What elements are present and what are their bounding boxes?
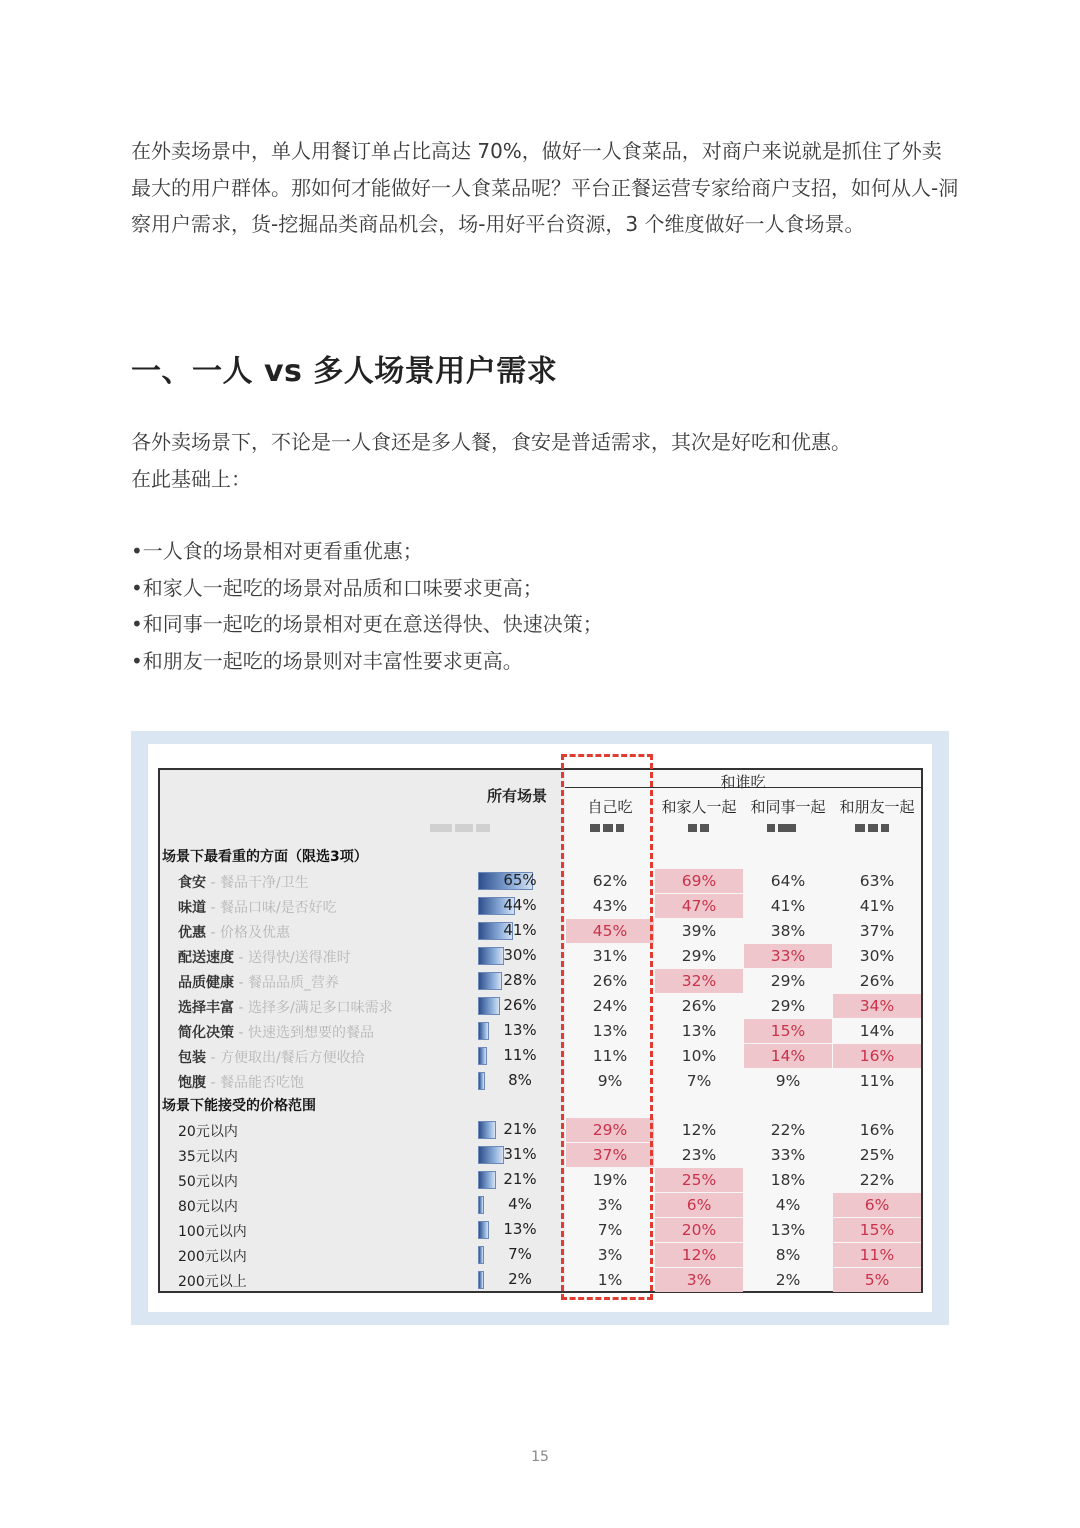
row-label: 100元以内 bbox=[178, 1224, 247, 1240]
row-label-main: 选择丰富 bbox=[178, 1000, 234, 1016]
table-cell: 6% bbox=[655, 1193, 743, 1217]
section-title: 场景下能接受的价格范围 bbox=[162, 1098, 316, 1114]
all-scenes-value: 2% bbox=[508, 1270, 532, 1288]
table-cell: 41% bbox=[859, 897, 895, 915]
row-label-detail: - 送得快/送得准时 bbox=[234, 950, 351, 966]
table-cell: 29% bbox=[566, 1118, 654, 1142]
all-scenes-value: 26% bbox=[503, 996, 537, 1014]
table-cell: 22% bbox=[770, 1121, 806, 1139]
page-number: 15 bbox=[531, 1449, 549, 1465]
row-label: 35元以内 bbox=[178, 1149, 238, 1165]
row-label-main: 配送速度 bbox=[178, 950, 234, 966]
table-cell: 13% bbox=[592, 1022, 628, 1040]
table-cell: 38% bbox=[770, 922, 806, 940]
table-cell: 33% bbox=[770, 1146, 806, 1164]
table-cell: 31% bbox=[592, 947, 628, 965]
table-cell: 15% bbox=[833, 1218, 921, 1242]
all-scenes-value: 44% bbox=[503, 896, 537, 914]
table-cell: 19% bbox=[592, 1171, 628, 1189]
row-label-main: 品质健康 bbox=[178, 975, 234, 991]
table-cell: 22% bbox=[859, 1171, 895, 1189]
row-label bbox=[178, 897, 337, 917]
table-cell: 29% bbox=[770, 972, 806, 990]
table-cell: 41% bbox=[770, 897, 806, 915]
bullet-list bbox=[131, 533, 603, 679]
bullet-item: • 和家人一起吃的场景对品质和口味要求更高； bbox=[131, 570, 603, 607]
all-scenes-bar bbox=[478, 1072, 485, 1090]
all-scenes-value: 4% bbox=[508, 1195, 532, 1213]
row-label-detail: - 快速选到想要的餐品 bbox=[234, 1025, 374, 1041]
all-scenes-bar bbox=[478, 1196, 484, 1214]
table-cell: 20% bbox=[655, 1218, 743, 1242]
row-label: 80元以内 bbox=[178, 1199, 238, 1215]
row-label bbox=[178, 972, 339, 992]
table-cell: 26% bbox=[681, 997, 717, 1015]
summary-line-1: 各外卖场景下，不论是一人食还是多人餐，食安是普适需求，其次是好吃和优惠。 bbox=[131, 430, 851, 454]
table-cell: 18% bbox=[770, 1171, 806, 1189]
all-scenes-bar bbox=[478, 1121, 496, 1139]
all-scenes-bar bbox=[478, 1022, 489, 1040]
intro-paragraph: 在外卖场景中，单人用餐订单占比高达 70%，做好一人食菜品，对商户来说就是抓住了外卖最大的用户群体。那如何才能做好一人食菜品呢？平台正餐运营专家给商户支招，如何从人-洞察用户需求，货-挖掘品类商品机会，场-用好平台资源，3 个维度做好一人食场景。 bbox=[131, 139, 959, 236]
table-cell: 37% bbox=[859, 922, 895, 940]
all-scenes-value: 41% bbox=[503, 921, 537, 939]
table-cell: 63% bbox=[859, 872, 895, 890]
row-label-main: 包装 bbox=[178, 1050, 206, 1066]
header-group: 和谁吃 bbox=[720, 773, 766, 791]
row-label bbox=[178, 1022, 374, 1042]
table-cell: 12% bbox=[681, 1121, 717, 1139]
bullet-item: • 一人食的场景相对更看重优惠； bbox=[131, 533, 603, 570]
row-label bbox=[178, 947, 351, 967]
row-label-main: 味道 bbox=[178, 900, 206, 916]
table-cell: 26% bbox=[859, 972, 895, 990]
all-scenes-value: 65% bbox=[503, 871, 537, 889]
row-label: 20元以内 bbox=[178, 1124, 238, 1140]
table-cell: 11% bbox=[833, 1243, 921, 1267]
all-scenes-bar bbox=[478, 1221, 489, 1239]
table-cell: 7% bbox=[686, 1072, 712, 1090]
row-label bbox=[178, 922, 290, 942]
section-heading: 一、一人 vs 多人场景用户需求 bbox=[131, 354, 558, 389]
row-label-detail: - 价格及优惠 bbox=[206, 925, 290, 941]
table-cell: 29% bbox=[681, 947, 717, 965]
all-scenes-value: 21% bbox=[503, 1170, 537, 1188]
table-cell: 13% bbox=[770, 1221, 806, 1239]
table-cell: 3% bbox=[597, 1246, 623, 1264]
bullet-item: • 和同事一起吃的场景相对更在意送得快、快速决策； bbox=[131, 606, 603, 643]
redacted-sample-size bbox=[688, 824, 712, 834]
table-cell: 15% bbox=[744, 1019, 832, 1043]
table-cell: 16% bbox=[859, 1121, 895, 1139]
table-cell: 62% bbox=[592, 872, 628, 890]
row-label: 200元以上 bbox=[178, 1274, 247, 1290]
table-cell: 4% bbox=[775, 1196, 801, 1214]
all-scenes-value: 31% bbox=[503, 1145, 537, 1163]
table-cell: 14% bbox=[744, 1044, 832, 1068]
table-cell: 26% bbox=[592, 972, 628, 990]
table-cell: 32% bbox=[655, 969, 743, 993]
table-cell: 16% bbox=[833, 1044, 921, 1068]
all-scenes-bar bbox=[478, 1171, 496, 1189]
table-cell: 37% bbox=[566, 1143, 654, 1167]
table-cell: 29% bbox=[770, 997, 806, 1015]
all-scenes-bar bbox=[478, 1047, 487, 1065]
section-title: 场景下最看重的方面（限选3项） bbox=[162, 849, 368, 865]
table-cell: 64% bbox=[770, 872, 806, 890]
table-cell: 11% bbox=[592, 1047, 628, 1065]
redacted-sample-size bbox=[430, 824, 493, 834]
table-cell: 25% bbox=[859, 1146, 895, 1164]
row-label bbox=[178, 997, 393, 1017]
table-cell: 23% bbox=[681, 1146, 717, 1164]
row-label-detail: - 餐品能否吃饱 bbox=[206, 1075, 304, 1091]
row-label-detail: - 方便取出/餐后方便收拾 bbox=[206, 1050, 365, 1066]
table-cell: 25% bbox=[655, 1168, 743, 1192]
summary-line-2: 在此基础上： bbox=[131, 466, 251, 491]
table-cell: 11% bbox=[859, 1072, 895, 1090]
table-cell: 12% bbox=[655, 1243, 743, 1267]
row-label bbox=[178, 872, 309, 892]
table-cell: 45% bbox=[566, 919, 654, 943]
all-scenes-value: 13% bbox=[503, 1021, 537, 1039]
table-cell: 3% bbox=[655, 1268, 743, 1292]
row-label-detail: - 餐品口味/是否好吃 bbox=[206, 900, 337, 916]
all-scenes-value: 7% bbox=[508, 1245, 532, 1263]
summary-paragraph bbox=[131, 424, 961, 497]
column-header-family: 和家人一起 bbox=[661, 798, 737, 816]
row-label-main: 饱腹 bbox=[178, 1075, 206, 1091]
table-cell: 43% bbox=[592, 897, 628, 915]
table-cell: 6% bbox=[833, 1193, 921, 1217]
header-all-scenes: 所有场景 bbox=[487, 787, 548, 805]
row-label-main: 优惠 bbox=[178, 925, 206, 941]
table-cell: 7% bbox=[597, 1221, 623, 1239]
table-cell: 47% bbox=[655, 894, 743, 918]
table-cell: 24% bbox=[592, 997, 628, 1015]
all-scenes-bar bbox=[478, 997, 500, 1015]
table-cell: 2% bbox=[775, 1271, 801, 1289]
table-cell: 69% bbox=[655, 869, 743, 893]
table-cell: 5% bbox=[833, 1268, 921, 1292]
row-label: 50元以内 bbox=[178, 1174, 238, 1190]
self-eat-column-highlight bbox=[561, 754, 653, 1300]
row-label-main: 简化决策 bbox=[178, 1025, 234, 1041]
row-label: 200元以内 bbox=[178, 1249, 247, 1265]
table-cell: 3% bbox=[597, 1196, 623, 1214]
table-cell: 1% bbox=[597, 1271, 623, 1289]
redacted-sample-size bbox=[855, 824, 892, 834]
column-header-self: 自己吃 bbox=[587, 798, 633, 816]
all-scenes-bar bbox=[478, 1271, 484, 1289]
table-cell: 10% bbox=[681, 1047, 717, 1065]
table-cell: 9% bbox=[775, 1072, 801, 1090]
table-cell: 8% bbox=[775, 1246, 801, 1264]
table-cell: 14% bbox=[859, 1022, 895, 1040]
row-label-main: 食安 bbox=[178, 875, 206, 891]
bullet-item: • 和朋友一起吃的场景则对丰富性要求更高。 bbox=[131, 643, 603, 680]
column-header-colleagues: 和同事一起 bbox=[750, 798, 826, 816]
table-cell: 13% bbox=[681, 1022, 717, 1040]
table-cell: 34% bbox=[833, 994, 921, 1018]
table-cell: 30% bbox=[859, 947, 895, 965]
table-cell: 39% bbox=[681, 922, 717, 940]
all-scenes-bar bbox=[478, 1246, 484, 1264]
all-scenes-value: 30% bbox=[503, 946, 537, 964]
all-scenes-value: 11% bbox=[503, 1046, 537, 1064]
all-scenes-value: 13% bbox=[503, 1220, 537, 1238]
all-scenes-value: 21% bbox=[503, 1120, 537, 1138]
row-label bbox=[178, 1047, 365, 1067]
all-scenes-value: 8% bbox=[508, 1071, 532, 1089]
redacted-sample-size bbox=[767, 824, 799, 834]
row-label bbox=[178, 1072, 304, 1092]
table-cell: 33% bbox=[744, 944, 832, 968]
all-scenes-value: 28% bbox=[503, 971, 537, 989]
table-cell: 9% bbox=[597, 1072, 623, 1090]
row-label-detail: - 餐品干净/卫生 bbox=[206, 875, 309, 891]
all-scenes-bar bbox=[478, 972, 502, 990]
row-label-detail: - 餐品品质_营养 bbox=[234, 975, 339, 991]
row-label-detail: - 选择多/满足多口味需求 bbox=[234, 1000, 393, 1016]
column-header-friends: 和朋友一起 bbox=[839, 798, 915, 816]
